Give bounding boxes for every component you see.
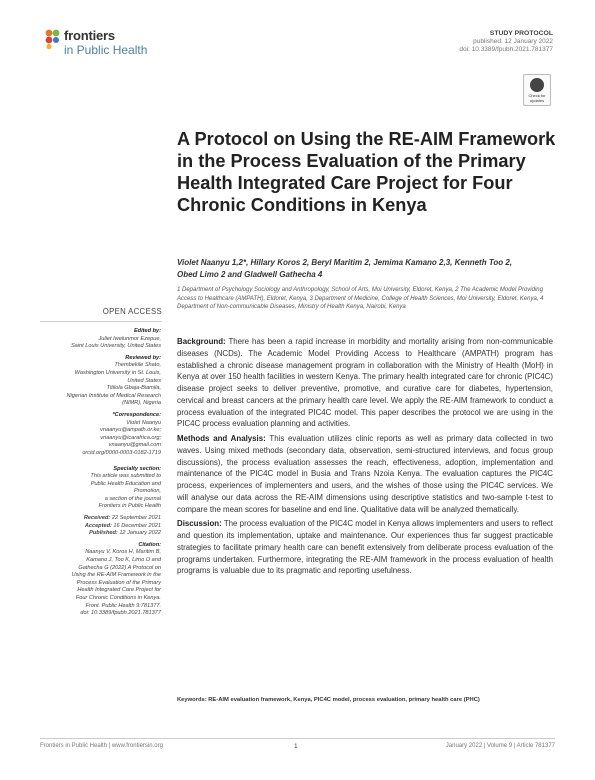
keywords: Keywords: RE-AIM evaluation framework, Kenya, PIC4C model, process evaluation, primary health care (PHC) — [177, 697, 480, 703]
article-dates — [40, 515, 161, 538]
citation-label: Citation: — [138, 541, 161, 548]
logo-word-frontiers: frontiers — [64, 28, 115, 43]
citation-line: Using the RE-AIM Framework in the — [71, 572, 161, 579]
citation-line: Gathecha G (2022) A Protocol on — [78, 564, 161, 571]
methods-heading: Methods and Analysis: — [177, 434, 266, 443]
citation-doi[interactable]: doi: 10.3389/fpubh.2021.781377 — [80, 610, 161, 617]
received-date — [40, 515, 161, 523]
citation-line: Front. Public Health 9:781377. — [85, 602, 161, 609]
footer-journal-link[interactable]: Frontiers in Public Health | www.frontiersin.org — [40, 743, 163, 749]
citation-line: Naanyu V, Koros H, Maritim B, — [85, 549, 161, 556]
background-heading: Background: — [177, 337, 226, 346]
specialty-section-label: Specialty section: — [113, 465, 161, 472]
received-value: 22 September 2021 — [111, 515, 161, 522]
citation-line: Four Chronic Conditions in Kenya. — [75, 595, 161, 601]
discussion-text: The process evaluation of the PIC4C model in Kenya allows implementers and users to reflect and question its implementation, uptake and maintenance. Our experiences thus far suggest practicable strategies to facilitate primary health care can benefit extensively from deliberate process evaluation of the programs undertaken. Furthermore, integrating the RE-AIM framework in the process evaluation of health programs is valuable due to its pragmatic and reporting usefulness. — [177, 519, 553, 576]
correspondence-email-1[interactable]: vnaanyu@ampath.or.ke; — [100, 427, 161, 434]
specialty-line-4: a section of the journal — [104, 495, 161, 502]
check-for-updates-badge[interactable] — [523, 74, 551, 106]
correspondence-orcid[interactable]: orcid.org/0000-0003-0182-1719 — [82, 449, 161, 456]
article-type: STUDY PROTOCOL — [489, 30, 553, 37]
reviewer-1-country: United States — [127, 377, 161, 384]
abstract — [177, 336, 553, 580]
published-label: Published: — [89, 530, 118, 537]
frontiers-logo-icon — [44, 28, 62, 50]
published-date-side — [40, 530, 161, 538]
citation-line: Health Integrated Care Project for — [77, 587, 161, 594]
edited-by-label: Edited by: — [133, 328, 161, 334]
citation-line: Process Evaluation of the Primary — [76, 579, 161, 586]
crossmark-icon — [530, 78, 544, 92]
received-label: Received: — [83, 515, 111, 522]
editor-affiliation: Saint Louis University, United States — [70, 343, 161, 350]
editor-name[interactable]: Juliet Iwelunmor Ezepue, — [98, 335, 161, 342]
page-number: 1 — [294, 743, 298, 750]
footer-issue-info: January 2022 | Volume 9 | Article 781377 — [445, 743, 555, 749]
abstract-background — [177, 336, 553, 430]
reviewer-2-country: (NIMR), Nigeria — [122, 400, 161, 407]
reviewer-2-name[interactable]: Titilola Gbaja-Biamila, — [106, 385, 161, 392]
crossmark-caption — [524, 94, 550, 103]
article-meta-header — [459, 30, 553, 54]
affiliations: 1 Department of Psychology Sociology and Anthropology, School of Arts, Moi University, Eldoret, Kenya, 2 The Academic Model Providing Access to Healthcare (AMPATH), Eldoret, Kenya, 3 Department of Medicine, College of Health Sciences, Moi University, Eldoret, Kenya, 4 Department of Non-communicable Diseases, Ministry of Health Kenya, Nairobi, Kenya — [177, 287, 544, 311]
authors-line-1[interactable]: Violet Naanyu 1,2*, Hillary Koros 2, Beryl Maritim 2, Jemima Kamano 2,3, Kenneth Too 2, — [177, 258, 513, 267]
published-date: published: 12 January 2022 — [473, 38, 553, 45]
accepted-value: 16 December 2021 — [113, 522, 161, 529]
methods-text: This evaluation utilizes clinic reports as well as primary data collected in two waves. Using mixed methods (secondary data, observation, semi-structured interviews, and focus group discussions), the process evaluation assesses the reach, effectiveness, adoption, implementation and maintenance of the PIC4C model in Busia and Trans Nzoia Kenya. The evaluation captures the PIC4C process, experiences of implementers and users, and the wishes of those using the PIC4C services. We will analyse our data across the RE-AIM dimensions using descriptive statistics and two-sample t-test to compare the mean scores for baseline and end line. Qualitative data will be analyzed thematically. — [177, 434, 553, 514]
background-text: There has been a rapid increase in morbidity and mortality arising from non-communicable diseases (NCDs). The Academic Model Providing Access to Healthcare (AMPATH) program has established a chronic disease management program in collaboration with the Ministry of Health (MoH) in Kenya at over 150 health facilities in western Kenya. The primary health integrated care for chronic (PIC4C) disease project seeks to deliver preventive, promotive, and curative care for diabetes, hypertension, cervical and breast cancers at the primary health care level. We apply the RE-AIM framework to conduct a process evaluation of the integrated PIC4C model. This paper describes the protocol we are using in the PIC4C process evaluation planning and activities. — [177, 337, 553, 429]
specialty-line-5: Frontiers in Public Health — [98, 503, 161, 510]
correspondence-email-3[interactable]: vnaanyu@gmail.com — [108, 442, 161, 449]
sidebar-info — [40, 328, 161, 618]
published-value: 12 January 2022 — [119, 530, 161, 537]
crossmark-caption-line2: updates — [529, 97, 545, 103]
reviewer-2-affiliation: Nigerian Institute of Medical Research — [66, 392, 161, 399]
authors-line-2[interactable]: Obed Limo 2 and Gladwell Gathecha 4 — [177, 269, 323, 279]
citation-line: Kamano J, Too K, Limo O and — [86, 557, 161, 564]
specialty-line-3: Promotion, — [133, 488, 161, 495]
reviewed-by-label: Reviewed by: — [125, 354, 161, 361]
specialty-line-1: This article was submitted to — [90, 473, 161, 480]
author-list — [177, 257, 557, 280]
abstract-methods — [177, 433, 553, 515]
correspondence-email-2[interactable]: vnaanyu@icarafrica.org; — [100, 434, 161, 441]
reviewer-1-name[interactable]: Thembekile Shato, — [114, 362, 161, 369]
logo-word-journal: in Public Health — [64, 43, 148, 57]
discussion-heading: Discussion: — [177, 519, 222, 529]
footer-divider — [40, 738, 555, 739]
correspondence-name: Violet Naanyu — [126, 419, 161, 426]
crossmark-caption-line1: Check for — [528, 93, 546, 98]
abstract-discussion — [177, 518, 553, 577]
sidebar-divider — [40, 321, 162, 322]
correspondence-label: *Correspondence: — [112, 411, 161, 418]
article-title: A Protocol on Using the RE-AIM Framework in the Process Evaluation of the Primary Health Integrated Care Project for Four Chronic Conditions in Kenya — [177, 129, 556, 215]
reviewer-1-affiliation: Washington University in St. Louis, — [74, 369, 161, 376]
journal-logo[interactable] — [44, 26, 184, 62]
accepted-label: Accepted: — [84, 522, 112, 529]
accepted-date — [40, 523, 161, 531]
open-access-label: OPEN ACCESS — [102, 307, 162, 316]
specialty-line-2: Public Health Education and — [90, 480, 161, 487]
doi-link[interactable]: doi: 10.3389/fpubh.2021.781377 — [459, 46, 553, 53]
